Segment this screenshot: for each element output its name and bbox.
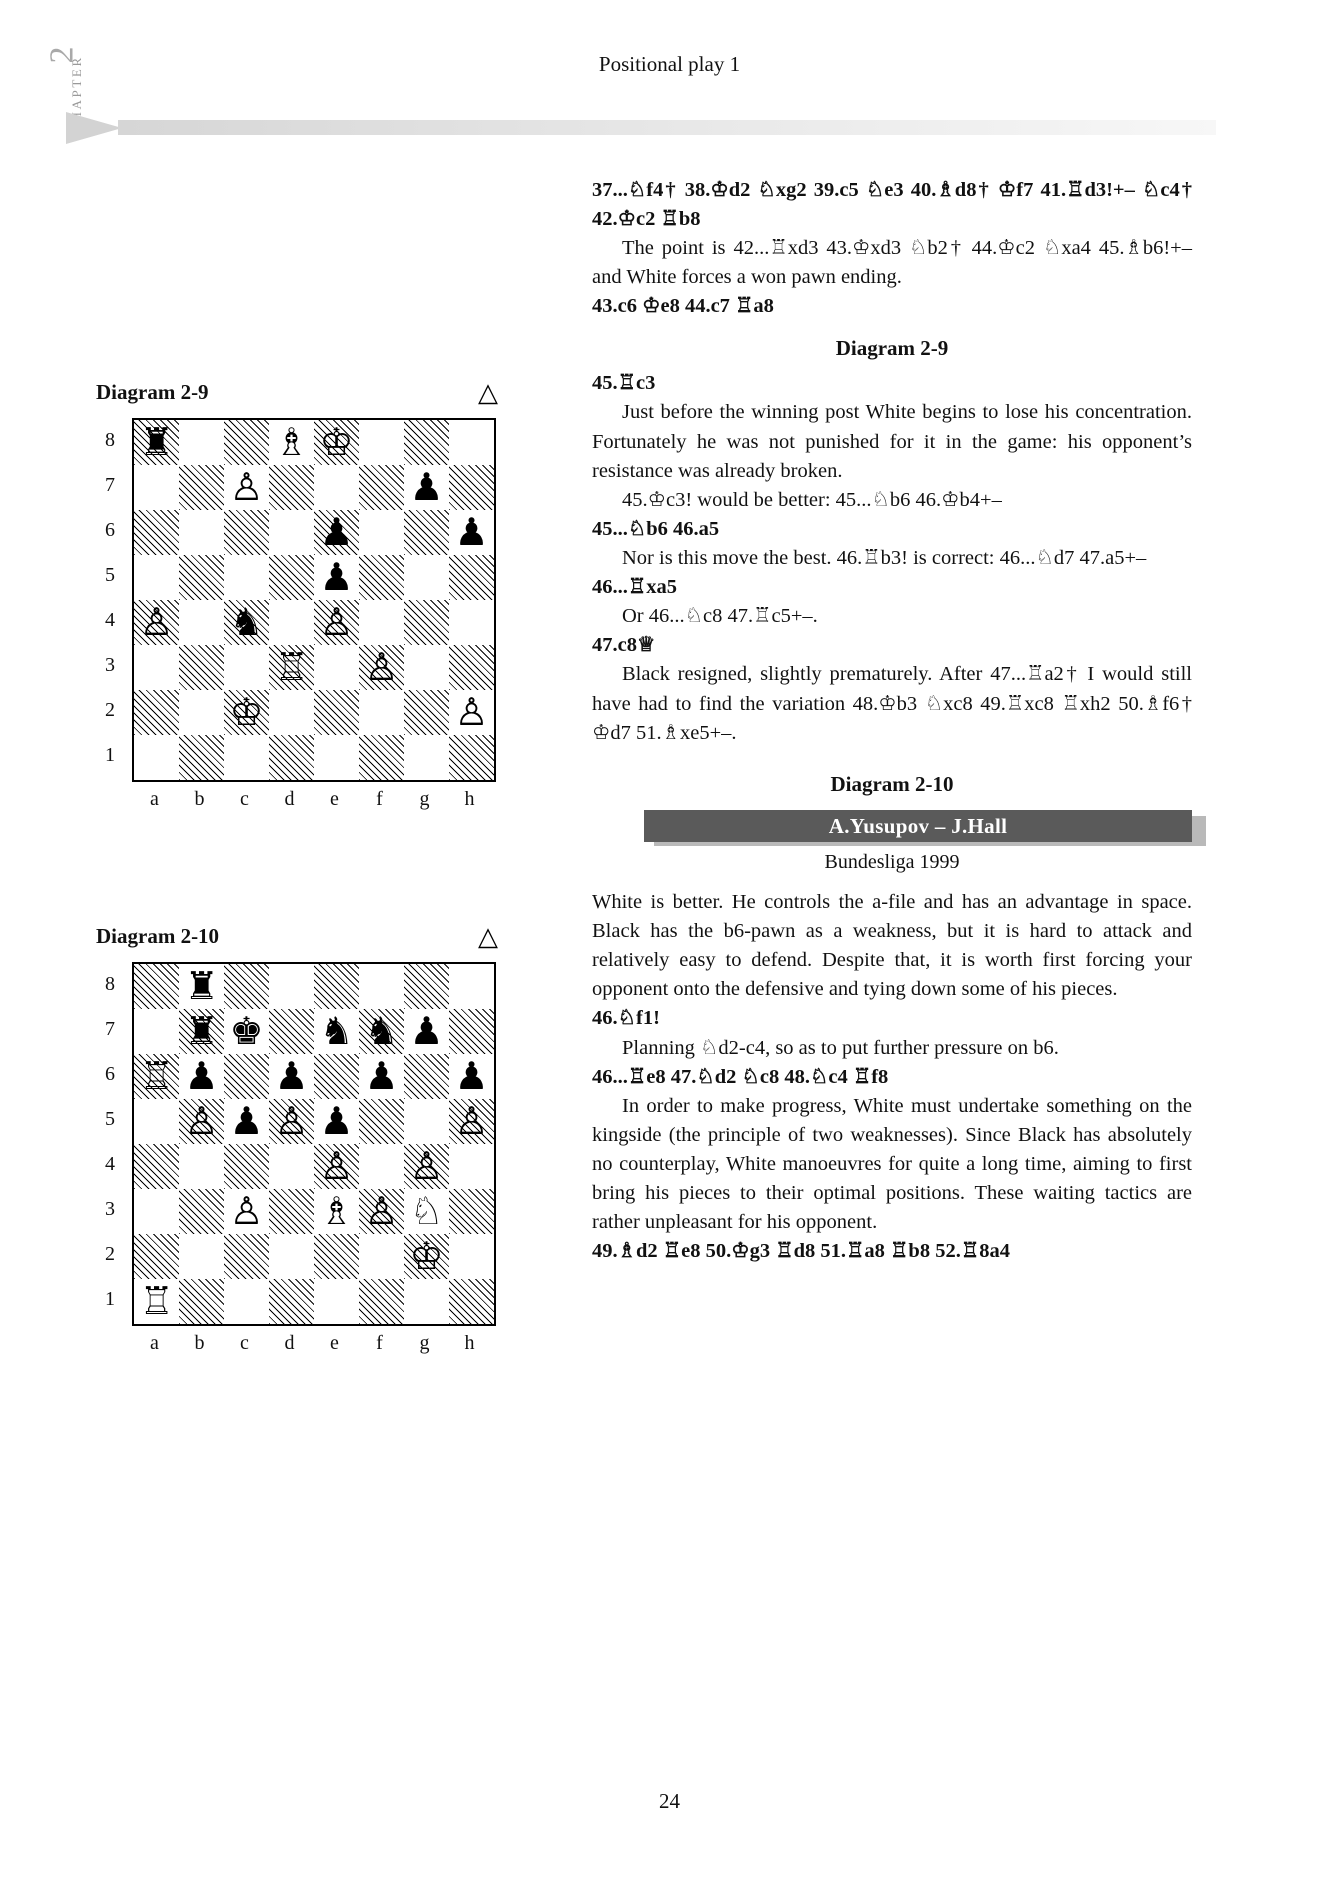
board-square [269,420,314,465]
board-square [449,465,494,510]
rank-label: 3 [105,1198,115,1220]
header-bar [118,120,1216,135]
chess-board-2-10 [132,962,496,1326]
board-square [269,600,314,645]
board-square [314,1144,359,1189]
board-square [314,1009,359,1054]
file-label: b [194,788,205,810]
board-square [314,600,359,645]
board-square [224,600,269,645]
board-square [314,510,359,555]
annotation-paragraph: The point is 42...♖xd3 43.♔xd3 ♘b2† 44.♔c2 ♘xa4 45.♗b6!+– and White forces a won pawn ending. [592,237,1192,289]
black-knight: ♞ [319,1009,354,1053]
chapter-tab-number: 2 [43,46,81,64]
board-square [134,1234,179,1279]
board-square [224,420,269,465]
black-pawn: ♟ [454,510,489,554]
move-sequence: 46...♖e8 47.♘d2 ♘c8 48.♘c4 ♖f8 [592,1065,889,1088]
board-square [224,1099,269,1144]
board-square [404,555,449,600]
board-square [179,1054,224,1099]
rank-label: 1 [105,1288,115,1310]
annotation-paragraph: 45.♔c3! would be better: 45...♘b6 46.♔b4+– [622,488,1002,511]
board-square [449,510,494,555]
board-square [179,465,224,510]
board-square [179,600,224,645]
file-label: e [330,1332,339,1354]
file-label: d [284,788,295,810]
diagram-2-10-file-labels [132,1332,492,1355]
board-square [449,735,494,780]
annotation-paragraph: Just before the winning post White begins to lose his concentration. Fortunately he was not punished for it in the game: his opponent’s resistance was already broken. [592,401,1192,482]
diagram-2-10-title: Diagram 2-10 [96,924,220,948]
board-square [404,600,449,645]
board-square [134,690,179,735]
game-players: A.Yusupov – J.Hall [644,810,1192,842]
white-pawn: ♙ [319,600,354,644]
rank-label: 5 [105,564,115,586]
board-square [224,1144,269,1189]
white-king: ♔ [409,1234,444,1278]
board-square [269,1054,314,1099]
board-square [314,690,359,735]
board-square [224,465,269,510]
board-square [269,1234,314,1279]
board-square [179,420,224,465]
board-square [314,645,359,690]
board-square [269,465,314,510]
board-square [179,1144,224,1189]
white-bishop: ♗ [319,1189,354,1233]
board-square [179,510,224,555]
white-rook: ♖ [139,1279,174,1323]
move-sequence: 43.c6 ♔e8 44.c7 ♖a8 [592,295,774,318]
file-label: a [150,1332,159,1354]
rank-label: 3 [105,654,115,676]
board-square [449,1189,494,1234]
white-pawn: ♙ [319,1144,354,1188]
diagram-caption: Diagram 2-10 [830,771,954,796]
move-sequence: 47.c8♕ [592,634,656,657]
rank-label: 1 [105,744,115,766]
board-square [404,645,449,690]
board-square [359,465,404,510]
black-pawn: ♟ [319,1099,354,1143]
white-king: ♔ [319,420,354,464]
board-square [314,420,359,465]
chapter-tab-word: CHAPTER [69,55,84,133]
file-label: g [419,1332,430,1354]
board-square [404,1234,449,1279]
board-square [179,645,224,690]
rank-label: 5 [105,1108,115,1130]
board-square [449,555,494,600]
diagram-2-9-board-wrap [96,418,516,818]
board-square [269,555,314,600]
move-sequence: 46...♖xa5 [592,576,678,599]
diagram-2-10-board-wrap [96,962,516,1362]
white-pawn: ♙ [139,600,174,644]
board-square [269,690,314,735]
board-square [404,690,449,735]
diagram-2-9-file-labels [132,788,492,811]
board-square [179,1099,224,1144]
board-square [404,735,449,780]
board-square [134,1009,179,1054]
white-knight: ♘ [409,1189,444,1233]
rank-label: 7 [105,474,115,496]
rank-label: 8 [105,429,115,451]
black-rook: ♜ [184,964,219,1008]
board-square [134,420,179,465]
white-pawn: ♙ [454,690,489,734]
board-square [269,1009,314,1054]
board-square [314,465,359,510]
white-pawn: ♙ [364,1189,399,1233]
board-square [269,1279,314,1324]
black-pawn: ♟ [364,1054,399,1098]
board-square [449,1144,494,1189]
board-square [359,420,404,465]
black-pawn: ♟ [184,1054,219,1098]
file-label: c [240,788,249,810]
move-sequence: 37...♘f4† 38.♔d2 ♘xg2 39.c5 ♘e3 40.♗d8† ♔f7 41.♖d3!+– ♘c4† 42.♔c2 ♖b8 [592,179,1192,231]
board-square [269,1099,314,1144]
diagram-2-9-rank-labels [96,418,124,778]
black-pawn: ♟ [319,510,354,554]
board-square [224,510,269,555]
board-square [404,1099,449,1144]
move-sequence: 46.♘f1! [592,1007,660,1030]
board-square [314,1054,359,1099]
board-square [449,1099,494,1144]
board-square [224,1279,269,1324]
white-pawn: ♙ [229,465,264,509]
board-square [314,1279,359,1324]
white-pawn: ♙ [184,1099,219,1143]
chess-board-2-9 [132,418,496,782]
board-square [134,1099,179,1144]
black-king: ♚ [229,1009,264,1053]
running-head: Positional play 1 [598,52,741,76]
board-square [179,555,224,600]
rank-label: 6 [105,519,115,541]
board-square [359,1234,404,1279]
board-square [224,1009,269,1054]
board-square [359,1009,404,1054]
white-bishop: ♗ [274,420,309,464]
diagram-caption: Diagram 2-9 [835,335,949,360]
board-square [359,735,404,780]
annotation-paragraph: Black resigned, slightly prematurely. After 47...♖a2† I would still have had to find the variation 48.♔b3 ♘xc8 49.♖xc8 ♖xh2 50.♗f6† ♔d7 51.♗xe5+–. [592,663,1192,744]
board-square [404,465,449,510]
rank-label: 8 [105,973,115,995]
board-square [269,1144,314,1189]
rank-label: 6 [105,1063,115,1085]
board-square [359,1144,404,1189]
board-square [134,964,179,1009]
board-square [404,964,449,1009]
annotation-paragraph: In order to make progress, White must undertake something on the kingside (the principle of two weaknesses). Since Black has absolutely no counterplay, White manoeuvres for quite a long time, aiming to first bring his pieces to their optimal positions. These waiting tactics are rather unpleasant for his opponent. [592,1094,1192,1234]
board-square [404,420,449,465]
board-square [179,1009,224,1054]
white-pawn: ♙ [364,645,399,689]
board-square [359,690,404,735]
file-label: c [240,1332,249,1354]
diagram-2-9-title: Diagram 2-9 [96,380,209,404]
rank-label: 2 [105,1243,115,1265]
board-square [224,645,269,690]
black-rook: ♜ [139,420,174,464]
file-label: e [330,788,339,810]
board-square [449,690,494,735]
annotation-paragraph: Planning ♘d2-c4, so as to put further pressure on b6. [622,1036,1059,1059]
diagram-2-10-rank-labels [96,962,124,1322]
rank-label: 4 [105,1153,115,1175]
board-square [314,1099,359,1144]
board-square [449,600,494,645]
file-label: h [464,1332,475,1354]
board-square [404,510,449,555]
board-square [359,1189,404,1234]
board-square [269,964,314,1009]
board-square [224,1054,269,1099]
board-square [404,1189,449,1234]
board-square [224,964,269,1009]
white-king: ♔ [229,690,264,734]
board-square [449,420,494,465]
game-event: Bundesliga 1999 [824,850,960,873]
board-square [359,1099,404,1144]
board-square [134,645,179,690]
diagram-2-10-header [96,924,516,954]
annotation-paragraph: Or 46...♘c8 47.♖c5+–. [622,605,818,628]
board-square [179,964,224,1009]
board-square [269,645,314,690]
game-header-band [592,810,1192,844]
black-pawn: ♟ [409,1009,444,1053]
white-pawn: ♙ [229,1189,264,1233]
board-square [404,1054,449,1099]
board-square [359,600,404,645]
board-square [449,964,494,1009]
board-square [179,1279,224,1324]
board-square [404,1009,449,1054]
board-square [449,1279,494,1324]
file-label: a [150,788,159,810]
move-sequence: 49.♗d2 ♖e8 50.♔g3 ♖d8 51.♖a8 ♖b8 52.♖8a4 [592,1240,1010,1263]
white-to-move-icon: △ [478,922,498,951]
board-square [359,555,404,600]
board-square [449,1234,494,1279]
board-square [134,600,179,645]
board-square [179,735,224,780]
board-square [314,555,359,600]
black-pawn: ♟ [454,1054,489,1098]
board-square [314,964,359,1009]
board-square [224,1234,269,1279]
rank-label: 4 [105,609,115,631]
board-square [134,1054,179,1099]
header-decoration [66,112,1216,148]
board-square [404,1144,449,1189]
board-square [179,1189,224,1234]
board-square [449,1054,494,1099]
board-square [314,1189,359,1234]
black-pawn: ♟ [319,555,354,599]
right-column [592,176,1192,1266]
board-square [314,735,359,780]
file-label: f [376,788,383,810]
board-square [224,735,269,780]
board-square [134,735,179,780]
board-square [359,1279,404,1324]
board-square [134,1189,179,1234]
board-square [359,645,404,690]
board-square [134,510,179,555]
white-rook: ♖ [139,1054,174,1098]
board-square [134,1279,179,1324]
board-square [404,1279,449,1324]
file-label: b [194,1332,205,1354]
header-arrow-icon [66,112,122,144]
black-pawn: ♟ [409,465,444,509]
black-knight: ♞ [364,1009,399,1053]
board-square [134,555,179,600]
board-square [359,964,404,1009]
board-square [134,465,179,510]
white-pawn: ♙ [454,1099,489,1143]
rank-label: 2 [105,699,115,721]
file-label: g [419,788,430,810]
left-column [96,380,516,1394]
file-label: h [464,788,475,810]
board-square [269,1189,314,1234]
file-label: d [284,1332,295,1354]
board-square [224,1189,269,1234]
board-square [359,510,404,555]
board-square [179,1234,224,1279]
move-sequence: 45...♘b6 46.a5 [592,517,720,540]
page-number: 24 [659,1789,680,1813]
black-rook: ♜ [184,1009,219,1053]
diagram-2-9 [96,380,516,850]
board-square [359,1054,404,1099]
white-rook: ♖ [274,645,309,689]
board-square [449,645,494,690]
board-square [134,1144,179,1189]
black-pawn: ♟ [274,1054,309,1098]
rank-label: 7 [105,1018,115,1040]
annotation-paragraph: White is better. He controls the a-file and has an advantage in space. Black has the b6-pawn as a weakness, but it is hard to attack and relatively easy to defend. Despite that, it is worth first forcing your opponent onto the defensive and tying down some of his pieces. [592,890,1192,1001]
white-to-move-icon: △ [478,378,498,407]
diagram-2-9-header [96,380,516,410]
board-square [449,1009,494,1054]
board-square [269,510,314,555]
board-square [179,690,224,735]
black-pawn: ♟ [229,1099,264,1143]
white-pawn: ♙ [409,1144,444,1188]
black-knight: ♞ [229,600,264,644]
move-sequence: 45.♖c3 [592,372,656,395]
diagram-2-10 [96,924,516,1394]
annotation-paragraph: Nor is this move the best. 46.♖b3! is correct: 46...♘d7 47.a5+– [622,547,1147,570]
board-square [224,555,269,600]
white-pawn: ♙ [274,1099,309,1143]
board-square [269,735,314,780]
file-label: f [376,1332,383,1354]
board-square [224,690,269,735]
board-square [314,1234,359,1279]
